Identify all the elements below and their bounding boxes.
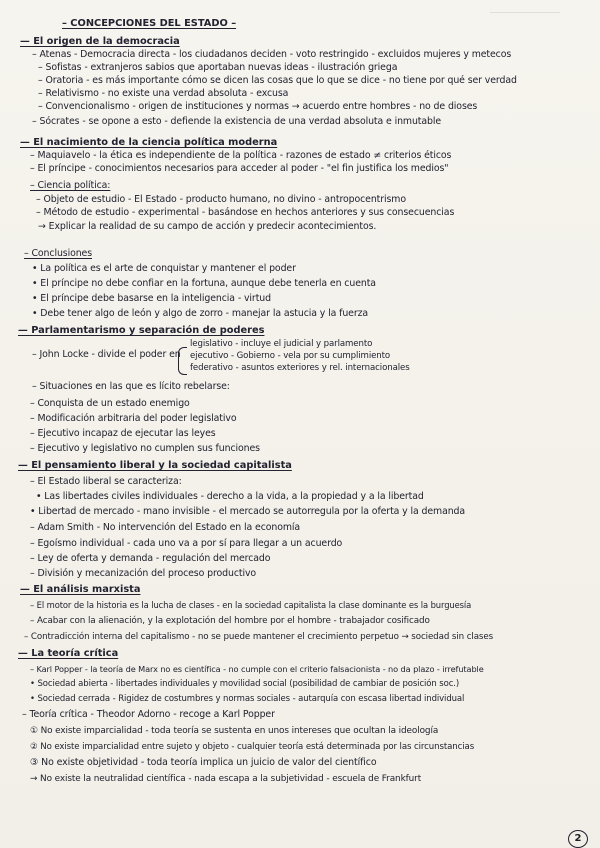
note-line: – Modificación arbitraria del poder legislativo	[30, 413, 237, 424]
section-heading: — Parlamentarismo y separación de poderes	[18, 325, 265, 336]
section-heading: — El análisis marxista	[20, 584, 141, 595]
note-line: – El príncipe - conocimientos necesarios para acceder al poder - "el fin justifica los medios"	[30, 163, 449, 174]
power-branch: legislativo - incluye el judicial y parlamento	[190, 339, 373, 349]
note-subheading: – Ciencia política:	[30, 180, 111, 191]
note-line: – Relativismo - no existe una verdad absoluta - excusa	[38, 88, 289, 99]
note-line: – Teoría crítica - Theodor Adorno - recoge a Karl Popper	[22, 709, 275, 720]
power-branch: ejecutivo - Gobierno - vela por su cumplimiento	[190, 351, 391, 361]
curly-brace	[178, 347, 187, 375]
note-line: – Maquiavelo - la ética es independiente de la política - razones de estado ≠ criterios éticos	[30, 150, 452, 161]
page-number: 2	[568, 830, 588, 848]
bullet-item: • Sociedad cerrada - Rigidez de costumbres y normas sociales - autarquía con escasa libertad individual	[30, 694, 465, 704]
section-heading: — El pensamiento liberal y la sociedad capitalista	[18, 460, 292, 471]
note-line: – Ejecutivo incapaz de ejecutar las leyes	[30, 428, 216, 439]
bullet-item: • Libertad de mercado - mano invisible - el mercado se autorregula por la oferta y la demanda	[30, 506, 466, 517]
note-line: – Oratoria - es más importante cómo se dicen las cosas que lo que se dice - no tiene por qué ser verdad	[38, 75, 517, 86]
bullet-item: • El príncipe debe basarse en la inteligencia - virtud	[32, 293, 271, 304]
bullet-item: • El príncipe no debe confiar en la fortuna, aunque debe tenerla en cuenta	[32, 278, 376, 289]
note-line: – División y mecanización del proceso productivo	[30, 568, 257, 579]
note-line: – Egoísmo individual - cada uno va a por sí para llegar a un acuerdo	[30, 538, 343, 549]
note-line: – Ejecutivo y legislativo no cumplen sus funciones	[30, 443, 260, 454]
note-line: – Situaciones en las que es lícito rebelarse:	[32, 381, 230, 392]
conclusion-line: → No existe la neutralidad científica - nada escapa a la subjetividad - escuela de Frankfurt	[30, 774, 422, 784]
bullet-item: • Las libertades civiles individuales - derecho a la vida, a la propiedad y a la libertad	[36, 491, 424, 502]
note-line: – Adam Smith - No intervención del Estado en la economía	[30, 522, 301, 533]
note-line: – Atenas - Democracia directa - los ciudadanos deciden - voto restringido - excluidos mujeres y metecos	[32, 49, 512, 60]
note-line: – Acabar con la alienación, y la explotación del hombre por el hombre - trabajador cosificado	[30, 616, 430, 626]
note-line: – Convencionalismo - origen de instituciones y normas → acuerdo entre hombres - no de dioses	[38, 101, 478, 112]
bullet-item: • Sociedad abierta - libertades individuales y movilidad social (posibilidad de cambiar de posición soc.)	[30, 679, 460, 689]
note-subheading: – Conclusiones	[24, 248, 93, 259]
section-heading: — El origen de la democracia	[20, 36, 180, 47]
note-line: – El Estado liberal se caracteriza:	[30, 476, 182, 487]
section-heading: — La teoría crítica	[18, 648, 119, 659]
note-line: – Sócrates - se opone a esto - defiende la existencia de una verdad absoluta e inmutable	[32, 116, 442, 127]
bullet-item: • Debe tener algo de león y algo de zorro - manejar la astucia y la fuerza	[32, 308, 369, 319]
page-title: – CONCEPCIONES DEL ESTADO –	[62, 18, 237, 29]
note-line: – El motor de la historia es la lucha de clases - en la sociedad capitalista la clase dominante es la burguesía	[30, 600, 472, 610]
note-line: – Objeto de estudio - El Estado - producto humano, no divino - antropocentrismo	[36, 194, 406, 205]
power-branch: federativo - asuntos exteriores y rel. internacionales	[190, 363, 410, 373]
note-line: – Método de estudio - experimental - basándose en hechos anteriores y sus consecuencias	[36, 207, 455, 218]
numbered-item: ① No existe imparcialidad - toda teoría se sustenta en unos intereses que ocultan la ideología	[30, 726, 439, 736]
note-line: – Contradicción interna del capitalismo - no se puede mantener el crecimiento perpetuo → sociedad sin clases	[24, 632, 494, 642]
section-heading: — El nacimiento de la ciencia política moderna	[20, 137, 278, 148]
note-line: → Explicar la realidad de su campo de acción y predecir acontecimientos.	[38, 221, 377, 232]
note-line: – Ley de oferta y demanda - regulación del mercado	[30, 553, 271, 564]
bullet-item: • La política es el arte de conquistar y mantener el poder	[32, 263, 296, 274]
numbered-item: ③ No existe objetividad - toda teoría implica un juicio de valor del científico	[30, 757, 377, 768]
numbered-item: ② No existe imparcialidad entre sujeto y objeto - cualquier teoría está determinada por las circunstancias	[30, 742, 475, 752]
note-line: – Sofistas - extranjeros sabios que aportaban nuevas ideas - ilustración griega	[38, 62, 398, 73]
note-line: – Karl Popper - la teoría de Marx no es científica - no cumple con el criterio falsacionista - no da plazo - irrefutable	[30, 664, 484, 674]
note-line: – John Locke - divide el poder en	[32, 349, 181, 360]
note-line: – Conquista de un estado enemigo	[30, 398, 190, 409]
